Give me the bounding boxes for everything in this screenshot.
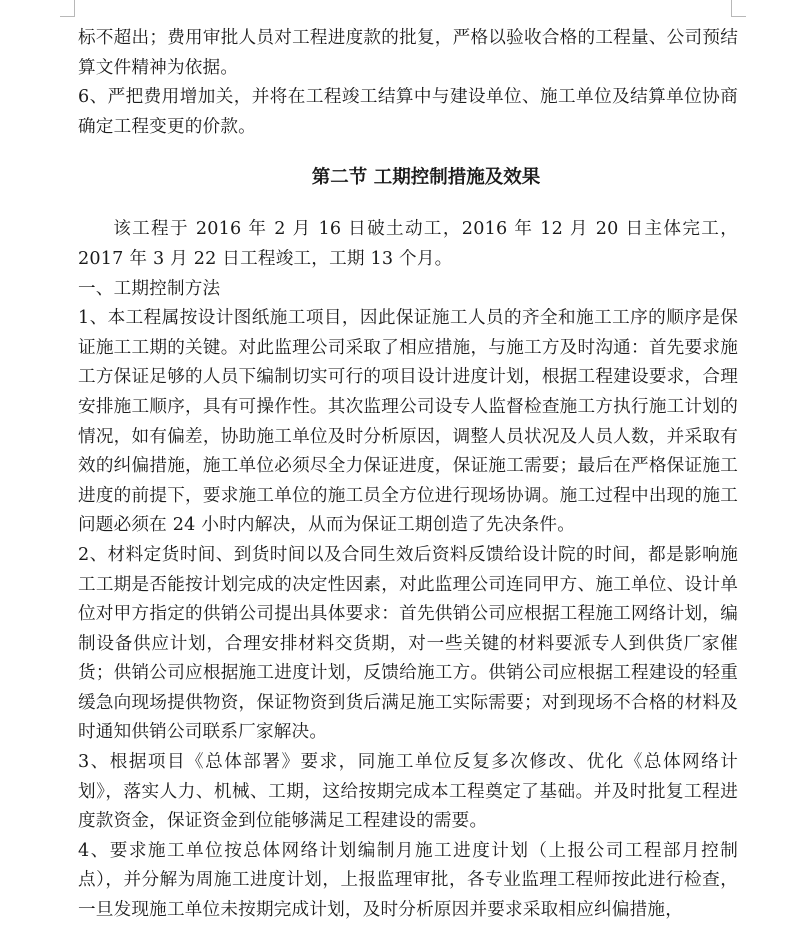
- paragraph-continued: 标不超出；费用审批人员对工程进度款的批复，严格以验收合格的工程量、公司预结算文件精神为依据。: [78, 28, 738, 78]
- margin-corner-mark-left: [60, 0, 75, 17]
- section-heading: 第二节 工期控制措施及效果: [311, 167, 541, 189]
- list-item-2: 2、材料定货时间、到货时间以及合同生效后资料反馈给设计院的时间，都是影响施工工期是否能按计划完成的决定性因素，对此监理公司连同甲方、施工单位、设计单位对甲方指定的供销公司提出具体要求：首先供销公司应根据工程施工网络计划，编制设备供应计划，合理安排材料交货期，对一些关键的材料要派专人到供货厂家催货；供销公司应根据施工进度计划，反馈给施工方。供销公司应根据工程建设的轻重缓急向现场提供物资，保证物资到货后满足施工实际需要；对到现场不合格的材料及时通知供销公司联系厂家解决。: [78, 544, 738, 743]
- document-body[interactable]: [78, 24, 738, 926]
- intro-paragraph: 该工程于 2016 年 2 月 16 日破土动工，2016 年 12 月 20 日主体完工，2017 年 3 月 22 日工程竣工，工期 13 个月。: [78, 219, 738, 269]
- margin-corner-mark-right: [731, 0, 746, 17]
- paragraph-item-6: 6、严把费用增加关，并将在工程竣工结算中与建设单位、施工单位及结算单位协商确定工程变更的价款。: [78, 87, 738, 137]
- list-item-3: 3、根据项目《总体部署》要求，同施工单位反复多次修改、优化《总体网络计划》，落实人力、机械、工期，这给按期完成本工程奠定了基础。并及时批复工程进度款资金，保证资金到位能够满足工程建设的需要。: [78, 752, 738, 832]
- list-item-4: 4、要求施工单位按总体网络计划编制月施工进度计划（上报公司工程部月控制点），并分解为周施工进度计划，上报监理审批，各专业监理工程师按此进行检查，一旦发现施工单位未按期完成计划，及时分析原因并要求采取相应纠偏措施，: [78, 840, 738, 921]
- list-item-1: 1、本工程属按设计图纸施工项目，因此保证施工人员的齐全和施工工序的顺序是保证施工工期的关键。对此监理公司采取了相应措施，与施工方及时沟通：首先要求施工方保证足够的人员下编制切实可行的项目设计进度计划，根据工程建设要求，合理安排施工顺序，具有可操作性。其次监理公司设专人监督检查施工方执行施工计划的情况，如有偏差，协助施工单位及时分析原因，调整人员状况及人员人数，并采取有效的纠偏措施，施工单位必须尽全力保证进度，保证施工需要；最后在严格保证施工进度的前提下，要求施工单位的施工员全方位进行现场协调。施工过程中出现的施工问题必须在 24 小时内解决，从而为保证工期创造了先决条件。: [78, 308, 738, 536]
- subheading: 一、工期控制方法: [78, 278, 221, 299]
